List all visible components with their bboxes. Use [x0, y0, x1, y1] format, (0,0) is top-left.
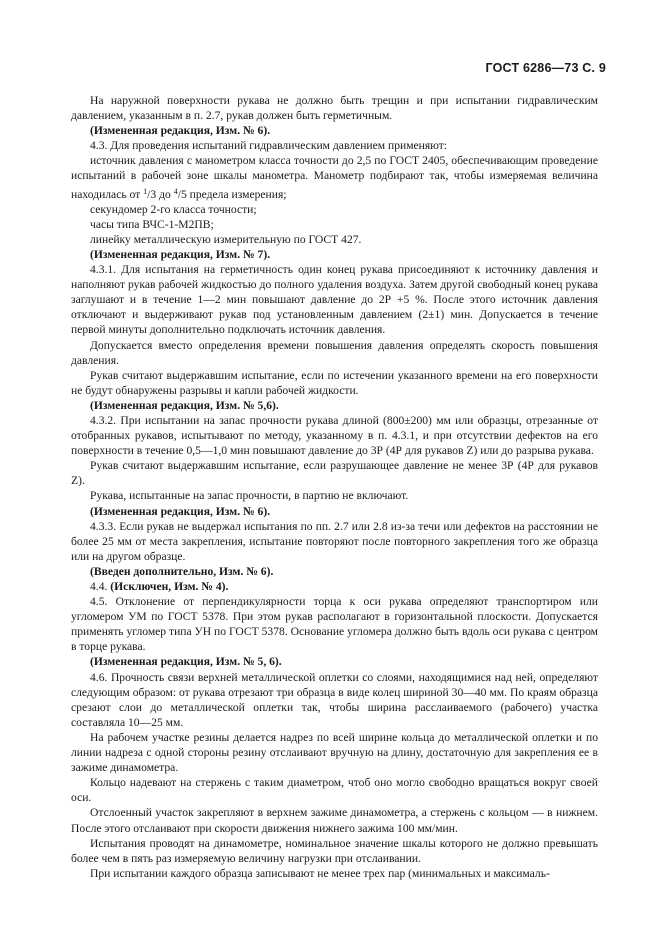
paragraph: 4.3.3. Если рукав не выдержал испытания по пп. 2.7 или 2.8 из-за течи или дефектов на расстоянии не более 25 мм от места закрепления, испытание повторяют после повторного закрепления того же образца или на другом образце. [71, 519, 598, 563]
paragraph: 4.6. Прочность связи верхней металлической оплетки со слоями, находящимися над ней, определяют следующим образом: от рукава отрезают три образца в виде колец шириной 30—40 мм. По краям образца срезают слои до металлической оплетки так, чтобы ширина расслаиваемого (рабочего) участка составляла 10—25 мм. [71, 670, 598, 729]
fraction-numerator: 4 [173, 186, 178, 196]
paragraph: На наружной поверхности рукава не должно быть трещин и при испытании гидравлическим давлением, указанным в п. 2.7, рукав должен быть герметичным. [71, 94, 598, 123]
fraction-rest: предела измерения; [189, 187, 287, 201]
paragraph-excluded [71, 579, 598, 594]
paragraph: Рукав считают выдержавшим испытание, если разрушающее давление не менее 3Р (4Р для рукавов Z). [71, 459, 598, 488]
paragraph: Кольцо надевают на стержень с таким диаметром, чтоб оно могло свободно вращаться вокруг своей оси. [71, 776, 598, 805]
excluded-note: (Исключен, Изм. № 4). [110, 580, 229, 593]
amendment-note: (Введен дополнительно, Изм. № 6). [90, 564, 274, 578]
paragraph-with-fraction: источник давления с манометром класса точности до 2,5 по ГОСТ 2405, обеспечивающим проведение испытаний в рабочей зоне шкалы манометра. Манометр подбирают так, чтобы измеряемая величина находилась от $^1$/3 до $^4$/5 предела измерения; [71, 154, 598, 201]
paragraph: линейку металлическую измерительную по ГОСТ 427. [90, 232, 362, 246]
amendment-note: (Измененная редакция, Изм. № 5,6). [90, 398, 279, 412]
clause-number: 4.4. [90, 580, 108, 593]
fraction-numerator: 1 [143, 186, 148, 196]
paragraph: Рукава, испытанные на запас прочности, в партию не включают. [90, 489, 409, 503]
paragraph: секундомер 2-го класса точности; [90, 202, 257, 216]
fraction-word: до [159, 187, 171, 201]
paragraph: Допускается вместо определения времени повышения давления определять скорость повышения давления. [71, 338, 598, 367]
fraction-denominator: 3 [150, 187, 157, 201]
paragraph-text: источник давления с манометром класса точности до 2,5 по ГОСТ 2405, обеспечивающим проведение испытаний в рабочей зоне шкалы манометра. Манометр подбирают так, чтобы измеряемая величина находилась от [71, 154, 598, 201]
paragraph: 4.3.1. Для испытания на герметичность один конец рукава присоединяют к источнику давления и наполняют рукав рабочей жидкостью до полного удаления воздуха. Затем другой свободный конец рукава заглушают и в течение 1—2 мин повышают давление до 2Р +5 %. После этого источник давления отключают и выдерживают рукав под установленным давлением (2±1) мин. Допускается в течение первой минуты дополнительно подключать источник давления. [71, 263, 598, 337]
document-body [71, 93, 598, 881]
paragraph: При испытании каждого образца записывают не менее трех пар (минимальных и максималь- [90, 866, 550, 880]
paragraph: 4.3.2. При испытании на запас прочности рукава длиной (800±200) мм или образцы, отрезанные от отобранных рукавов, испытывают по методу, указанному в п. 4.3.1, и при отсутствии дефектов на его поверхности в течение 0,5—1,0 мин повышают давление до 3Р (4Р для рукавов Z) или до разрыва рукава. [71, 413, 598, 458]
amendment-note: (Измененная редакция, Изм. № 6). [90, 504, 271, 518]
paragraph: Рукав считают выдержавшим испытание, если по истечении указанного времени на его поверхности не будут обнаружены разрывы и капли рабочей жидкости. [71, 368, 598, 397]
paragraph: 4.3. Для проведения испытаний гидравлическим давлением применяют: [90, 139, 448, 153]
paragraph: часы типа ВЧС-1-М2ПВ; [90, 217, 214, 231]
paragraph: Отслоенный участок закрепляют в верхнем зажиме динамометра, а стержень с кольцом — в нижнем. После этого отслаивают при скорости движения нижнего зажима 100 мм/мин. [71, 806, 598, 835]
amendment-note: (Измененная редакция, Изм. № 5, 6). [90, 655, 282, 669]
amendment-note: (Измененная редакция, Изм. № 6). [90, 124, 271, 138]
paragraph: Испытания проводят на динамометре, номинальное значение шкалы которого не должно превышать более чем в пять раз измеряемую величину нагрузки при отслаивании. [71, 836, 598, 865]
paragraph: На рабочем участке резины делается надрез по всей ширине кольца до металлической оплетки и по линии надреза с одной стороны резину отслаивают вручную на длину, достаточную для закрепления ее в зажиме динамометра. [71, 730, 598, 775]
paragraph: 4.5. Отклонение от перпендикулярности торца к оси рукава определяют транспортиром или угломером УМ по ГОСТ 5378. При этом рукав располагают в горизонтальной плоскости. Допускается применять угломер типа УН по ГОСТ 5378. Основание угломера должно быть вдоль оси рукава с центром в торце рукава. [71, 595, 598, 654]
fraction-denominator: 5 [180, 187, 187, 201]
page-header: ГОСТ 6286—73 С. 9 [485, 61, 606, 75]
amendment-note: (Измененная редакция, Изм. № 7). [90, 247, 271, 261]
